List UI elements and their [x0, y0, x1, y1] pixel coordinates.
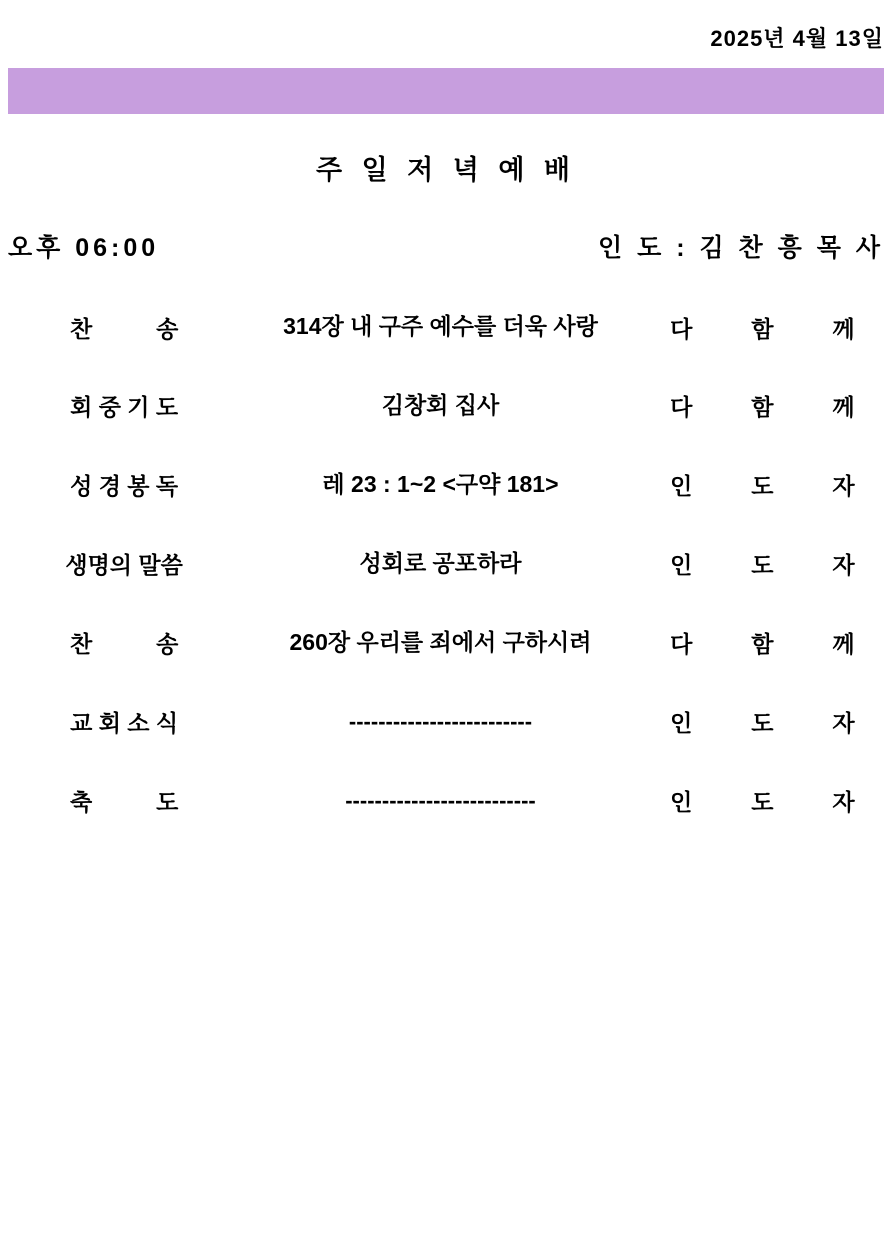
- order-item-detail: 260장 우리를 죄에서 구하시려: [289, 628, 592, 655]
- order-item-detail: 314장 내 구주 예수를 더욱 사랑: [283, 313, 598, 340]
- order-item-part-3: 께: [832, 315, 855, 342]
- service-meta-row: [8, 228, 884, 262]
- order-item-part-1: 인: [670, 789, 693, 815]
- order-item-name: 찬 송: [69, 315, 179, 342]
- order-item-name: 성 경 봉 독: [70, 473, 179, 499]
- order-item-part-3: 자: [832, 473, 855, 499]
- order-item-part-2: 도: [751, 789, 774, 815]
- bulletin-date: 2025년 4월 13일: [710, 26, 884, 51]
- order-item-detail: -------------------------: [348, 708, 533, 734]
- table-row: [8, 445, 884, 524]
- table-row: [8, 288, 884, 366]
- order-item-part-1: 다: [670, 315, 693, 342]
- order-item-part-3: 자: [832, 552, 855, 578]
- table-row: [8, 524, 884, 603]
- service-leader: 인 도 : 김 찬 흥 목 사: [598, 234, 884, 262]
- order-item-part-3: 자: [832, 710, 855, 736]
- order-item-part-1: 인: [670, 473, 693, 499]
- table-row: [8, 603, 884, 682]
- order-item-part-3: 자: [832, 789, 855, 815]
- order-item-part-1: 인: [670, 710, 693, 736]
- order-item-detail: --------------------------: [345, 787, 536, 813]
- service-time: 오후 06:00: [8, 234, 160, 262]
- order-item-part-1: 다: [670, 394, 693, 420]
- order-item-part-2: 함: [751, 631, 774, 657]
- order-item-part-3: 께: [832, 394, 855, 420]
- order-item-name: 교 회 소 식: [70, 710, 179, 736]
- order-of-service-table: [8, 288, 884, 840]
- table-row: [8, 366, 884, 445]
- order-item-part-1: 인: [670, 552, 693, 578]
- order-item-part-2: 함: [751, 315, 774, 342]
- order-item-part-3: 께: [832, 631, 855, 657]
- order-item-part-2: 함: [751, 394, 774, 420]
- order-item-part-2: 도: [751, 473, 774, 499]
- order-item-detail: 레 23 : 1~2 <구약 181>: [322, 470, 559, 497]
- order-item-detail: 김창회 집사: [381, 391, 500, 418]
- order-item-detail: 성회로 공포하라: [359, 549, 522, 576]
- table-row: [8, 682, 884, 761]
- order-item-name: 생명의 말씀: [65, 552, 183, 578]
- purple-banner: [8, 68, 884, 114]
- order-item-name: 회 중 기 도: [70, 394, 179, 420]
- table-row: [8, 761, 884, 840]
- order-item-part-2: 도: [751, 710, 774, 736]
- order-item-part-1: 다: [670, 631, 693, 657]
- order-item-part-2: 도: [751, 552, 774, 578]
- order-item-name: 찬 송: [69, 631, 179, 657]
- service-title: 주 일 저 녁 예 배: [316, 155, 576, 185]
- order-item-name: 축 도: [69, 789, 179, 815]
